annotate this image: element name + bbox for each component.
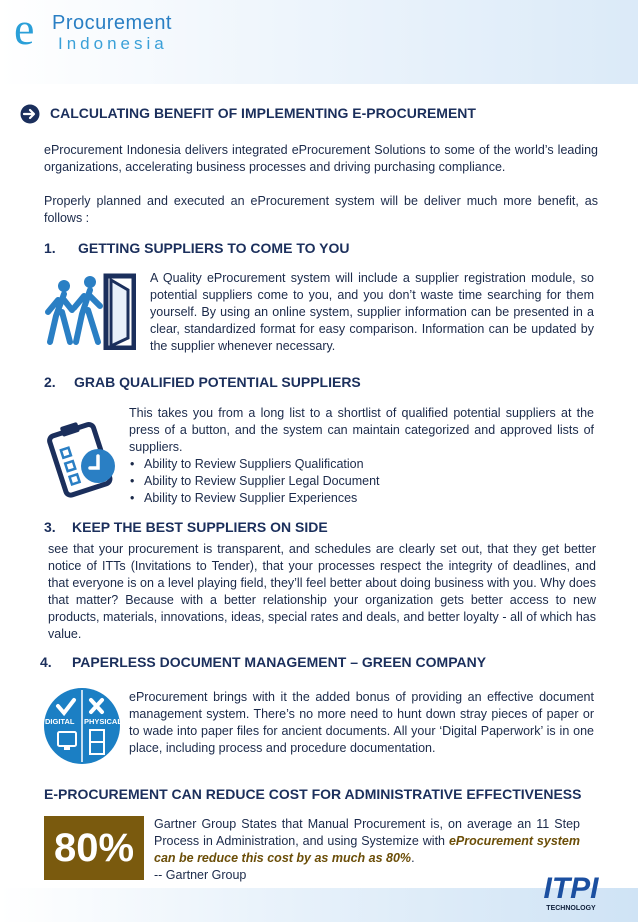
gartner-text: Gartner Group States that Manual Procurement is, on average an 11 Step Process in Administration, and using Systemize with xyxy=(154,817,580,848)
section-2-number: 2. xyxy=(44,374,56,390)
section-3-title xyxy=(44,519,328,535)
logo-line-2: Indonesia xyxy=(58,34,168,53)
bullet-item: • Ability to Review Supplier Legal Document xyxy=(128,473,588,490)
main-heading-text: CALCULATING BENEFIT OF IMPLEMENTING E-PROCUREMENT xyxy=(50,105,476,121)
digital-label: DIGITAL xyxy=(45,717,75,726)
section-2-bullet-list xyxy=(128,456,588,507)
section-4-number: 4. xyxy=(40,654,52,670)
section-1-number: 1. xyxy=(44,240,56,256)
section-4-title-text: PAPERLESS DOCUMENT MANAGEMENT – GREEN COMPANY xyxy=(72,654,487,670)
bullet-item: • Ability to Review Suppliers Qualification xyxy=(128,456,588,473)
section-4-title xyxy=(40,654,486,670)
itpi-technology-logo-icon xyxy=(538,868,604,914)
section-1-title xyxy=(44,240,349,256)
suppliers-entering-door-icon xyxy=(44,272,136,350)
arrow-right-circle-icon xyxy=(20,104,40,124)
section-2-title-text: GRAB QUALIFIED POTENTIAL SUPPLIERS xyxy=(74,374,361,390)
section-1-text: A Quality eProcurement system will include a supplier registration module, so potential suppliers come to you, and you don’t waste time searching for them yourself. By using an online system, supplier information can be presented in a clear, standardized format for easy comparison. Information can be updated by the supplier whenever necessary. xyxy=(150,271,594,353)
section-3-title-text: KEEP THE BEST SUPPLIERS ON SIDE xyxy=(72,519,328,535)
gartner-source: -- Gartner Group xyxy=(154,868,247,882)
clipboard-checklist-icon xyxy=(42,416,122,498)
logo-line-1: Procurement xyxy=(52,12,172,34)
gartner-text-end: . xyxy=(411,851,415,865)
brand-sub: TECHNOLOGY xyxy=(546,905,596,912)
logo-letter: e xyxy=(14,3,35,54)
section-3-number: 3. xyxy=(44,519,56,535)
gartner-statement xyxy=(154,816,580,884)
gartner-emphasis: eProcurement system can be reduce this cost by as much as 80% xyxy=(154,834,580,865)
main-heading xyxy=(20,103,620,125)
section-3-text: see that your procurement is transparent, and schedules are clearly set out, that they get better notice of ITTs (Invitations to Tender), that your processes respect the integrity of deadlines, and that everyone is on a level playing field, they’ll feel better about doing business with you. Why does that matter? Because with a better relationship your organization gets better access to new products, materials, innovations, ideas, special rates and deals, and better loyalty - all of which has value. xyxy=(48,542,596,641)
bullet-item: • Ability to Review Supplier Experiences xyxy=(128,490,588,507)
physical-label: PHYSICAL xyxy=(84,717,122,726)
section-4-text: eProcurement brings with it the added bonus of providing an effective document management system. There’s no more need to hunt down stray pieces of paper or to wade into paper files for ancient documents. All your ‘Digital Paperwork’ is in one place, including process and procedure documentation. xyxy=(129,690,594,755)
section-2-text: This takes you from a long list to a shortlist of qualified potential suppliers at the press of a button, and the system can maintain categorized and approved lists of suppliers. xyxy=(129,406,594,454)
cost-section-title: E-PROCUREMENT CAN REDUCE COST FOR ADMINISTRATIVE EFFECTIVENESS xyxy=(44,786,582,802)
digital-vs-physical-icon xyxy=(42,686,122,766)
section-1-title-text: GETTING SUPPLIERS TO COME TO YOU xyxy=(78,240,350,256)
section-2-title xyxy=(44,374,361,390)
eprocurement-indonesia-logo xyxy=(14,3,184,54)
intro-paragraph-2: Properly planned and executed an eProcurement system will be deliver much more benefit, as follows : xyxy=(44,194,598,225)
intro-paragraph-1: eProcurement Indonesia delivers integrated eProcurement Solutions to some of the world’s leading organizations, accelerating business processes and driving purchasing compliance. xyxy=(44,143,598,174)
brand-name: ITPI xyxy=(543,872,599,905)
percent-badge: 80% xyxy=(44,816,144,880)
